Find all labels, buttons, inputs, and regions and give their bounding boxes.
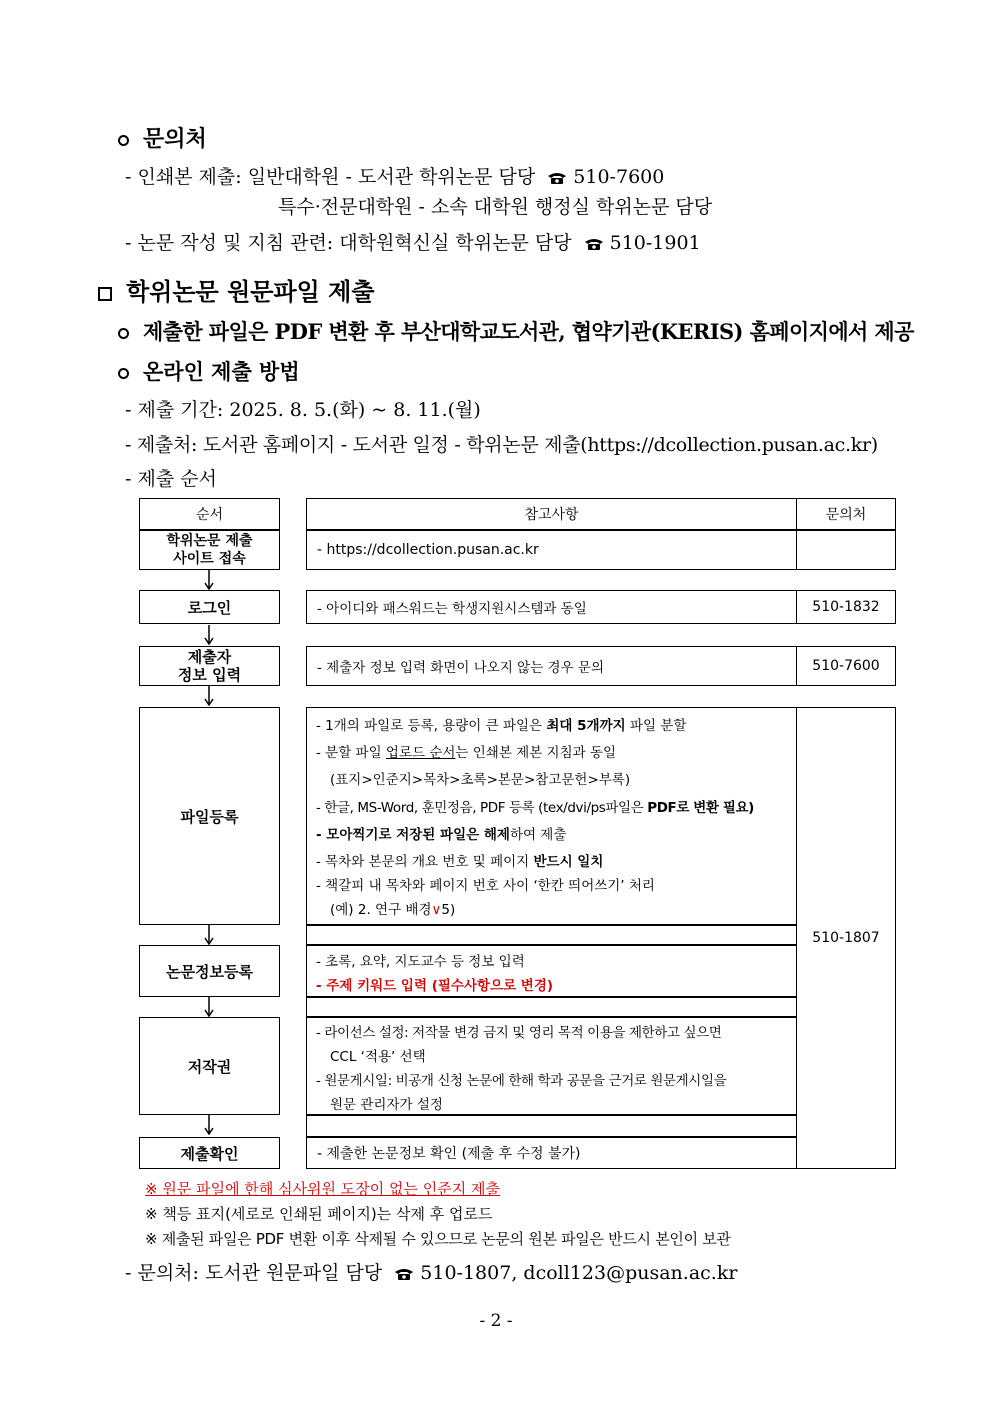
file-note-2: - 분할 파일 업로드 순서는 인쇄본 제본 지침과 동일 bbox=[316, 745, 617, 761]
header-notes: 참고사항 bbox=[306, 498, 797, 530]
step-login: 로그인 bbox=[139, 590, 280, 624]
final-contact bbox=[125, 1258, 737, 1285]
down-arrow-icon bbox=[204, 925, 214, 945]
contact-line-2 bbox=[125, 228, 701, 255]
info-note-1: - 초록, 요약, 지도교수 등 정보 입력 bbox=[316, 954, 525, 970]
file-note-8: (예) 2. 연구 배경∨5) bbox=[330, 902, 456, 918]
step-file-register: 파일등록 bbox=[139, 707, 280, 925]
notes-login: - 아이디와 패스워드는 학생지원시스템과 동일 bbox=[306, 590, 797, 624]
contact-line-2-phone: 510-1901 bbox=[609, 232, 701, 254]
circle-bullet-icon bbox=[118, 368, 129, 379]
notes-confirm: - 제출한 논문정보 확인 (제출 후 수정 불가) bbox=[306, 1137, 797, 1169]
copyright-note-3: - 원문게시일: 비공개 신청 논문에 한해 학과 공문을 근거로 원문게시일을 bbox=[316, 1073, 727, 1089]
section-bullet-2: 온라인 제출 방법 bbox=[118, 356, 300, 386]
square-bullet-icon bbox=[98, 287, 112, 301]
header-order: 순서 bbox=[139, 498, 280, 530]
file-note-4: - 한글, MS-Word, 훈민정음, PDF 등록 (tex/dvi/ps파일은 PDF로 변환 필요) bbox=[316, 800, 754, 816]
info-note-2: - 주제 키워드 입력 (필수사항으로 변경) bbox=[316, 978, 554, 994]
notes-site-access: - https://dcollection.pusan.ac.kr bbox=[306, 530, 797, 570]
contact-line-1 bbox=[125, 162, 664, 189]
step-confirm: 제출확인 bbox=[139, 1137, 280, 1169]
submission-order: - 제출 순서 bbox=[125, 468, 217, 490]
phone-icon bbox=[547, 171, 567, 185]
final-contact-text: - 문의처: 도서관 원문파일 담당 bbox=[125, 1262, 383, 1284]
header-contact: 문의처 bbox=[796, 498, 896, 530]
submission-period: - 제출 기간: 2025. 8. 5.(화) ~ 8. 11.(월) bbox=[125, 399, 481, 421]
spacer-cell bbox=[306, 997, 797, 1017]
note-1: ※ 원문 파일에 한해 심사위원 도장이 없는 인준지 제출 bbox=[145, 1180, 501, 1198]
circle-bullet-icon bbox=[118, 135, 129, 146]
down-arrow-icon bbox=[204, 997, 214, 1017]
file-note-1: - 1개의 파일로 등록, 용량이 큰 파일은 최대 5개까지 파일 분할 bbox=[316, 718, 687, 734]
spacer-cell bbox=[306, 1115, 797, 1137]
final-contact-email: dcoll123@pusan.ac.kr bbox=[523, 1262, 738, 1284]
spacer-cell bbox=[306, 925, 797, 945]
contact-line-1b: 특수·전문대학원 - 소속 대학원 행정실 학위논문 담당 bbox=[278, 196, 713, 218]
down-arrow-icon bbox=[204, 625, 214, 645]
section-heading: 학위논문 원문파일 제출 bbox=[98, 272, 375, 307]
contact-line-1-phone: 510-7600 bbox=[573, 166, 665, 188]
file-note-7: - 책갈피 내 목차와 페이지 번호 사이 ‘한칸 띄어쓰기’ 처리 bbox=[316, 878, 655, 894]
down-arrow-icon bbox=[204, 570, 214, 590]
contact-line-2-text: - 논문 작성 및 지침 관련: 대학원혁신실 학위논문 담당 bbox=[125, 232, 572, 254]
note-2: ※ 책등 표지(세로로 인쇄된 페이지)는 삭제 후 업로드 bbox=[145, 1205, 493, 1223]
submission-where: - 제출처: 도서관 홈페이지 - 도서관 일정 - 학위논문 제출(https://dcollection.pusan.ac.kr) bbox=[125, 434, 878, 456]
copyright-note-1: - 라이선스 설정: 저작물 변경 금지 및 영리 목적 이용을 제한하고 싶으면 bbox=[316, 1025, 722, 1041]
down-arrow-icon bbox=[204, 1115, 214, 1135]
circle-bullet-icon bbox=[118, 328, 129, 339]
step-submitter-info: 제출자 정보 입력 bbox=[139, 646, 280, 686]
section-bullet-1: 제출한 파일은 PDF 변환 후 부산대학교도서관, 협약기관(KERIS) 홈페이지에서 제공 bbox=[118, 316, 914, 346]
contact-line-1-text: - 인쇄본 제출: 일반대학원 - 도서관 학위논문 담당 bbox=[125, 166, 536, 188]
step-info-register: 논문정보등록 bbox=[139, 945, 280, 997]
copyright-note-4: 원문 관리자가 설정 bbox=[330, 1097, 443, 1113]
copyright-note-2: CCL ‘적용’ 선택 bbox=[330, 1049, 426, 1065]
contact-heading: 문의처 bbox=[118, 122, 207, 153]
step-copyright: 저작권 bbox=[139, 1017, 280, 1115]
file-note-5: - 모아찍기로 저장된 파일은 해제하여 제출 bbox=[316, 827, 567, 843]
note-3: ※ 제출된 파일은 PDF 변환 이후 삭제될 수 있으므로 논문의 원본 파일은 반드시 본인이 보관 bbox=[145, 1230, 731, 1248]
contact-submitter-info: 510-7600 bbox=[796, 646, 896, 686]
final-contact-phone: 510-1807, bbox=[420, 1262, 518, 1284]
file-note-3: (표지>인준지>목차>초록>본문>참고문헌>부록) bbox=[330, 772, 631, 788]
contact-login: 510-1832 bbox=[796, 590, 896, 624]
page-number: - 2 - bbox=[479, 1311, 513, 1331]
down-arrow-icon bbox=[204, 686, 214, 706]
phone-icon bbox=[584, 237, 604, 251]
phone-icon bbox=[394, 1267, 414, 1281]
file-note-6: - 목차와 본문의 개요 번호 및 페이지 반드시 일치 bbox=[316, 854, 604, 870]
contact-merged: 510-1807 bbox=[796, 707, 896, 1169]
notes-submitter-info: - 제출자 정보 입력 화면이 나오지 않는 경우 문의 bbox=[306, 646, 797, 686]
contact-site-access bbox=[796, 530, 896, 570]
step-site-access: 학위논문 제출 사이트 접속 bbox=[139, 530, 280, 570]
